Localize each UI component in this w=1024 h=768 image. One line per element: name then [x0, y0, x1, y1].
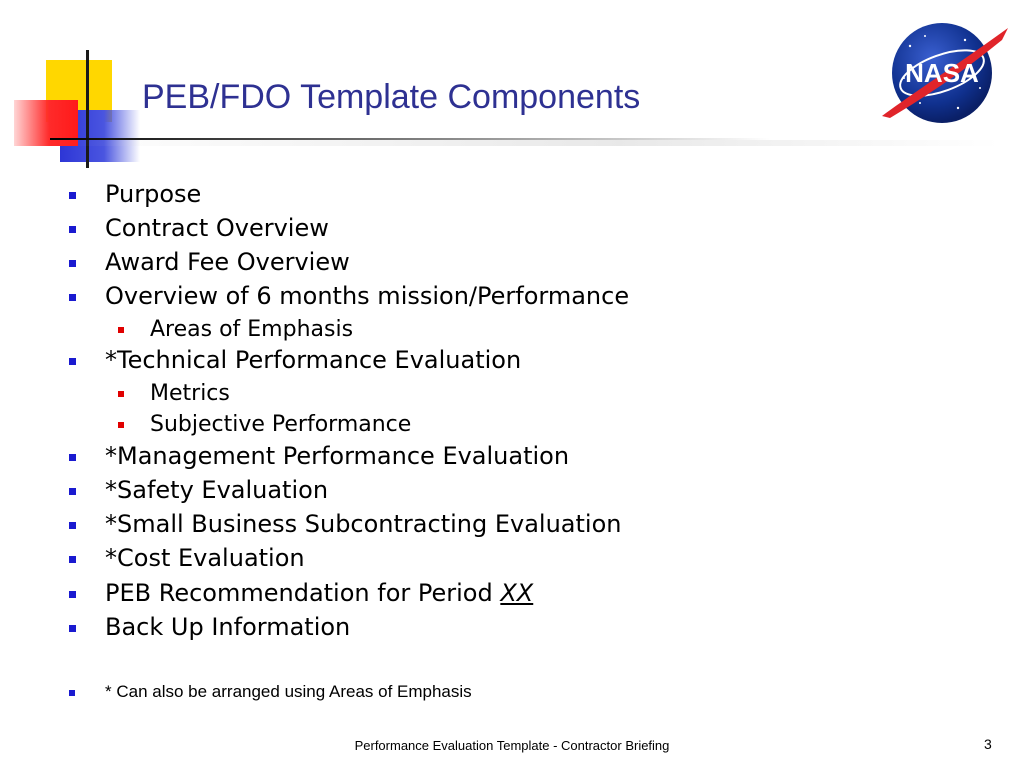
sub-list-item [150, 412, 411, 437]
sub-list-item-text: Metrics [150, 381, 230, 406]
list-item-text: *Safety Evaluation [105, 476, 329, 504]
bullet-square-icon [69, 358, 76, 365]
decorative-shadow-line [50, 140, 1000, 146]
list-item [105, 180, 201, 208]
bullet-square-icon [69, 294, 76, 301]
bullet-square-icon [69, 454, 76, 461]
sub-list-item [150, 317, 353, 342]
footnote-text: * Can also be arranged using Areas of Emphasis [105, 682, 472, 701]
bullet-square-icon [69, 556, 76, 563]
list-item [105, 544, 305, 572]
slide-title: PEB/FDO Template Components [142, 78, 641, 116]
title-underline [50, 138, 770, 140]
bullet-square-icon [69, 226, 76, 233]
page-number: 3 [984, 736, 992, 752]
list-item [105, 579, 533, 607]
list-item [105, 613, 350, 641]
period-placeholder: XX [500, 579, 534, 607]
list-item-text: *Cost Evaluation [105, 544, 305, 572]
list-item [105, 214, 329, 242]
list-item-text: Back Up Information [105, 613, 351, 641]
list-item-text: Purpose [105, 180, 202, 208]
sub-bullet-square-icon [118, 422, 124, 428]
bullet-square-icon [69, 690, 75, 696]
bullet-square-icon [69, 260, 76, 267]
list-item-text: Contract Overview [105, 214, 329, 242]
list-item-text: *Management Performance Evaluation [105, 442, 570, 470]
list-item-text: Award Fee Overview [105, 248, 350, 276]
list-item [105, 476, 328, 504]
list-item [105, 248, 350, 276]
nasa-logo-text: NASA [905, 58, 979, 88]
nasa-logo [880, 18, 1010, 128]
bullet-square-icon [69, 625, 76, 632]
sub-list-item [150, 381, 230, 406]
bullet-square-icon [69, 522, 76, 529]
sub-bullet-square-icon [118, 327, 124, 333]
footnote-item [105, 682, 472, 702]
list-item [105, 442, 569, 470]
list-item-text: *Technical Performance Evaluation [105, 346, 522, 374]
decorative-vertical-line [86, 50, 89, 168]
bullet-square-icon [69, 192, 76, 199]
bullet-square-icon [69, 591, 76, 598]
slide-footer: Performance Evaluation Template - Contractor Briefing [354, 738, 670, 753]
sub-list-item-text: Subjective Performance [150, 412, 412, 437]
bullet-square-icon [69, 488, 76, 495]
list-item [105, 282, 629, 310]
list-item-text: PEB Recommendation for Period [105, 579, 501, 607]
list-item-text: Overview of 6 months mission/Performance [105, 282, 630, 310]
list-item [105, 510, 621, 538]
sub-list-item-text: Areas of Emphasis [150, 317, 354, 342]
sub-bullet-square-icon [118, 391, 124, 397]
list-item [105, 346, 521, 374]
list-item-text: *Small Business Subcontracting Evaluation [105, 510, 622, 538]
